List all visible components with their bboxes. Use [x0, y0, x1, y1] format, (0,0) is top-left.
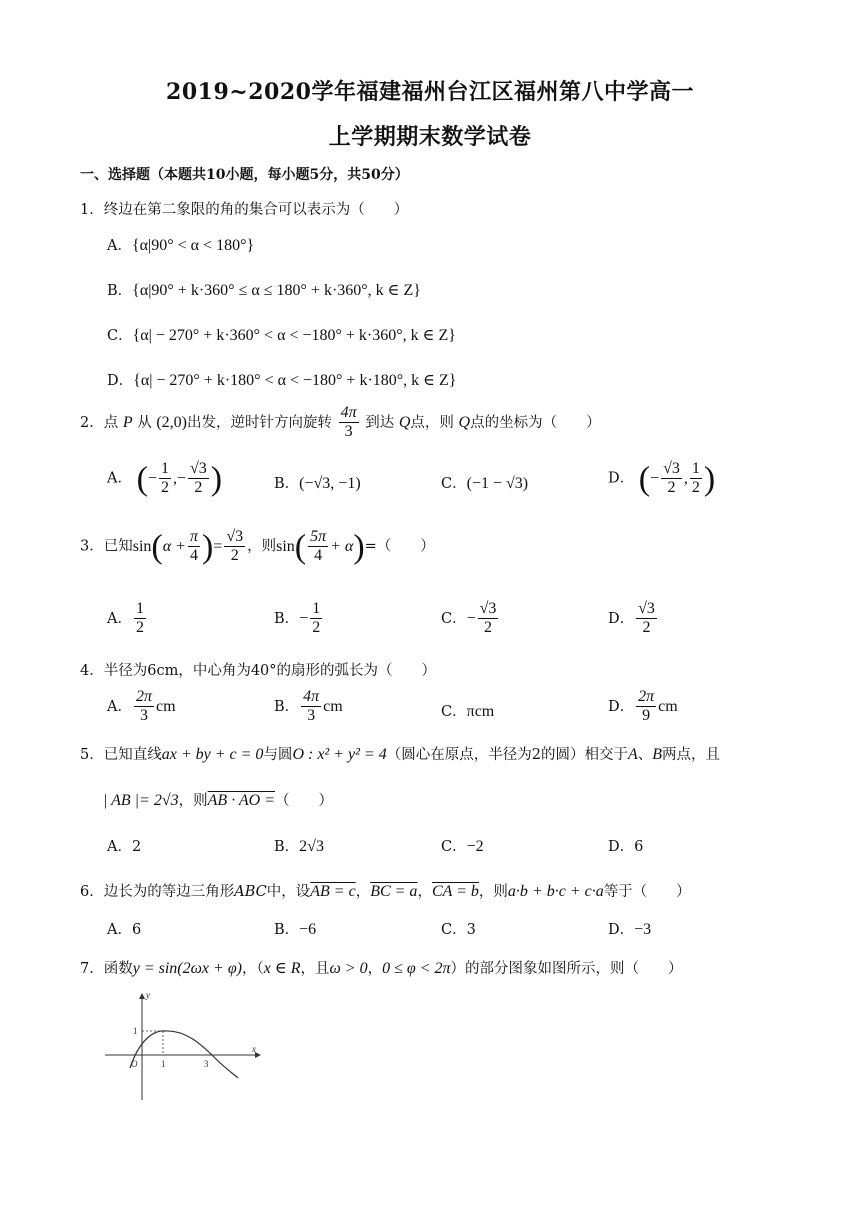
option-label: D． — [608, 610, 635, 627]
right-paren: ) — [353, 527, 365, 565]
denominator: 2 — [642, 619, 651, 637]
question-6-option-b — [274, 918, 316, 939]
option-label: D． — [608, 470, 635, 487]
option-label: A． — [107, 610, 132, 627]
numerator: √3 — [636, 600, 657, 619]
option-expression: {α| − 270° + k·360° < α < −180° + k·360°, k ∈ Z} — [132, 327, 456, 344]
option-label: A． — [107, 698, 132, 715]
fraction — [188, 460, 209, 498]
text: 2．点 — [80, 414, 119, 431]
option-label: C． — [107, 328, 133, 344]
numerator: √3 — [224, 528, 245, 547]
numerator: 2π — [134, 688, 154, 707]
point-q: Q — [398, 413, 411, 431]
origin-label: O — [131, 1059, 138, 1069]
question-2-option-d — [608, 460, 715, 498]
point-p: P — [122, 413, 133, 431]
option-label: D． — [608, 698, 635, 715]
option-expression: (−√3, −1) — [299, 475, 361, 492]
option-label: C． — [441, 610, 467, 627]
numerator: √3 — [478, 600, 499, 619]
option-label: A． — [107, 470, 132, 487]
minus: − — [299, 609, 309, 627]
option-label: B． — [274, 922, 300, 938]
plus-alpha: + α — [330, 537, 354, 555]
question-5-option-c — [441, 835, 484, 856]
denominator: 2 — [230, 547, 239, 565]
question-6-option-a: A．6 — [107, 922, 142, 938]
alpha-plus: α + — [162, 537, 186, 555]
function-expression: y = sin(2ωx + φ) — [132, 960, 243, 977]
left-paren: ( — [638, 459, 651, 497]
question-4-option-b — [274, 688, 343, 726]
option-expression: {α|90° < α < 180°} — [131, 237, 255, 254]
fraction — [636, 688, 656, 726]
point-q: Q — [458, 413, 471, 431]
option-expression: πcm — [466, 703, 495, 720]
dot-sum: a·b + b·c + c·a — [507, 883, 604, 900]
x-axis-label: x — [252, 1044, 256, 1054]
denominator: 2 — [160, 479, 169, 497]
denominator: 2 — [484, 619, 493, 637]
exam-title-line1: 2019~2020学年福建福州台江区福州第八中学高一 — [166, 79, 694, 105]
question-1-option-b — [107, 279, 421, 300]
question-1-option-c — [107, 324, 456, 345]
text: 出发，逆时针方向旋转 — [187, 414, 332, 431]
text: 两点，且 — [662, 747, 721, 763]
denominator: 4 — [189, 547, 198, 565]
text: 3．已知 — [80, 538, 133, 555]
text: ）的部分图象如图所示，则（ ） — [450, 961, 683, 977]
fraction — [661, 460, 682, 498]
equals: = — [213, 537, 223, 555]
option-expression: {α| − 270° + k·180° < α < −180° + k·180°, k ∈ Z} — [133, 372, 457, 389]
numerator: 5π — [308, 528, 328, 547]
unit: cm — [323, 697, 343, 715]
text: ，则 — [247, 538, 277, 555]
section-heading: 一、选择题（本题共10小题，每小题5分，共50分） — [80, 167, 409, 183]
numerator: 1 — [134, 600, 146, 619]
denominator: 2 — [312, 619, 321, 637]
question-7-stem — [80, 957, 683, 978]
text: ，则 — [478, 884, 508, 900]
question-5-stem-line1 — [80, 743, 720, 764]
option-expression: (− $\frac{1}{2}$ ,− $\frac{√3}{2}$ ) — [136, 459, 223, 497]
question-4-stem: 4．半径为6cm，中心角为40°的扇形的弧长为（ ） — [80, 663, 437, 679]
question-4-option-d — [608, 688, 678, 726]
numerator: 1 — [310, 600, 322, 619]
numerator: π — [188, 528, 200, 547]
rotation-angle — [339, 404, 359, 442]
text: 点的坐标为（ ） — [470, 414, 601, 431]
x-tick-1-label: 1 — [161, 1059, 166, 1069]
option-expression: (−1 − √3) — [466, 475, 529, 492]
option-expression: (− $\frac{√3}{2}$ , $\frac{1}{2}$ ) — [638, 459, 716, 497]
option-label: C． — [441, 839, 467, 855]
unit: cm — [658, 697, 678, 715]
question-6-option-c: C．3 — [441, 922, 476, 938]
option-label: B． — [107, 283, 133, 299]
question-3-option-d — [608, 600, 659, 638]
denominator: 4 — [314, 547, 323, 565]
option-label: C． — [441, 704, 467, 720]
question-3-option-b — [274, 600, 324, 638]
text: 点，则 — [410, 414, 454, 431]
numerator: √3 — [188, 460, 209, 479]
text: 从 — [137, 414, 152, 431]
denominator: 2 — [135, 619, 144, 637]
numerator: 4π — [339, 404, 359, 423]
text: =（ ） — [364, 538, 435, 555]
option-expression: −2 — [466, 838, 484, 855]
dot-product: AB · AO = — [207, 792, 276, 809]
numerator: √3 — [661, 460, 682, 479]
text: 5．已知直线 — [80, 747, 162, 763]
option-expression: −6 — [299, 921, 317, 938]
question-2-option-b — [274, 472, 361, 493]
vector-bc: BC = a — [370, 883, 418, 900]
sin: sin — [132, 537, 152, 555]
question-4-option-c — [441, 700, 494, 721]
denominator: 3 — [307, 707, 316, 725]
denominator: 2 — [667, 479, 676, 497]
text: ，（ — [242, 961, 264, 977]
question-5-option-d: D．6 — [608, 839, 644, 855]
option-expression: −3 — [634, 921, 652, 938]
line-equation: ax + by + c = 0 — [161, 746, 264, 763]
question-2-stem — [80, 404, 601, 442]
fraction — [224, 528, 245, 566]
text: 等于（ ） — [603, 884, 691, 900]
phi-condition: 0 ≤ φ < 2π — [382, 960, 451, 977]
option-label: B． — [274, 698, 300, 715]
option-label: D． — [608, 922, 635, 938]
x-tick-3-label: 3 — [204, 1059, 209, 1069]
text: 、 — [637, 747, 653, 763]
text: 7．函数 — [80, 961, 133, 977]
fraction — [308, 528, 328, 566]
option-label: D． — [107, 373, 134, 389]
y-axis-label: y — [146, 990, 150, 1000]
sine-graph-figure — [100, 988, 270, 1103]
text: ，且 — [300, 961, 330, 977]
sin: sin — [276, 537, 295, 555]
fraction — [134, 688, 154, 726]
question-4-option-a — [107, 688, 176, 726]
minus: − — [466, 609, 476, 627]
numerator: 1 — [690, 460, 702, 479]
fraction — [690, 460, 702, 498]
question-5-option-b — [274, 835, 324, 856]
fraction — [188, 528, 200, 566]
right-paren: ) — [703, 459, 716, 497]
text: 到达 — [365, 414, 395, 431]
question-2-option-c — [441, 472, 528, 493]
question-1-option-d — [107, 369, 456, 390]
option-expression: {α|90° + k·360° ≤ α ≤ 180° + k·360°, k ∈ Z} — [132, 282, 421, 299]
question-2-option-a — [107, 460, 222, 498]
left-paren: ( — [151, 527, 163, 565]
text: 6．边长为的等边三角形 — [80, 884, 235, 900]
text: ， — [355, 884, 371, 900]
given-expression — [132, 527, 247, 565]
point-b: B — [652, 746, 663, 763]
question-3-stem — [80, 528, 435, 566]
text: ，则 — [178, 793, 208, 809]
text: ， — [417, 884, 432, 900]
fraction — [310, 600, 322, 638]
denominator: 3 — [139, 707, 148, 725]
domain: x ∈ R — [263, 960, 301, 977]
denominator: 2 — [691, 479, 700, 497]
circle-equation: O : x² + y² = 4 — [292, 746, 387, 763]
fraction — [478, 600, 499, 638]
point-a: A — [627, 746, 638, 763]
unit: cm — [156, 697, 176, 715]
question-1-stem: 1．终边在第二象限的角的集合可以表示为（ ） — [80, 202, 409, 218]
question-6-option-d — [608, 918, 651, 939]
chord-length: | AB |= 2√3 — [103, 792, 179, 809]
option-label: B． — [274, 839, 300, 855]
option-expression: 2√3 — [299, 838, 324, 855]
question-6-stem — [80, 880, 691, 901]
option-label: C． — [441, 476, 467, 492]
option-label: B． — [274, 476, 300, 492]
text: ， — [367, 961, 383, 977]
right-paren: ) — [201, 527, 214, 565]
numerator: 2π — [636, 688, 656, 707]
vector-ca: CA = b — [431, 883, 479, 900]
denominator: 3 — [344, 423, 353, 441]
question-5-stem-line2 — [103, 789, 333, 810]
question-1-option-a — [107, 234, 254, 255]
numerator: 4π — [301, 688, 321, 707]
start-point: (2,0) — [156, 413, 187, 431]
fraction — [301, 688, 321, 726]
option-label: A． — [107, 238, 132, 254]
y-tick-1-label: 1 — [133, 1026, 138, 1036]
fraction — [159, 460, 171, 498]
text: （ ） — [275, 793, 334, 809]
denominator: 9 — [642, 707, 651, 725]
text: 中，设 — [266, 884, 311, 900]
question-5-option-a: A．2 — [107, 839, 142, 855]
denominator: 2 — [194, 479, 203, 497]
fraction — [134, 600, 146, 638]
question-3-option-c — [441, 600, 500, 638]
right-paren: ) — [210, 459, 223, 497]
triangle-name: ABC — [234, 884, 267, 900]
left-paren: ( — [294, 527, 307, 565]
option-label: B． — [274, 610, 300, 627]
fraction — [636, 600, 657, 638]
text: （圆心在原点，半径为2的圆）相交于 — [386, 747, 628, 763]
exam-title-line2: 上学期期末数学试卷 — [328, 124, 532, 150]
text: 与圆 — [263, 747, 293, 763]
left-paren: ( — [136, 459, 148, 497]
vector-ab: AB = c — [310, 883, 356, 900]
numerator: 1 — [159, 460, 171, 479]
sine-curve — [130, 1031, 238, 1078]
omega-condition: ω > 0 — [329, 960, 368, 977]
question-3-option-a — [107, 600, 148, 638]
